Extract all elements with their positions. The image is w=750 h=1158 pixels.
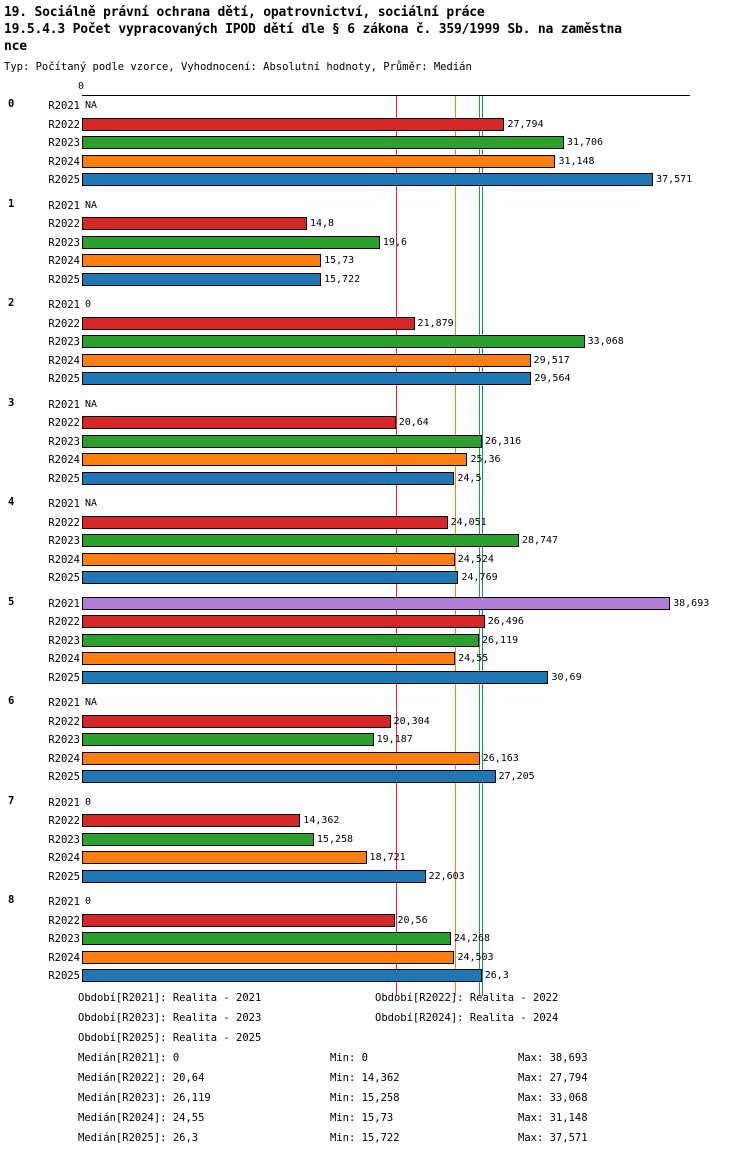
bar-r2022: [82, 914, 395, 927]
legend-median-2022: Medián[R2022]: 20,64: [78, 1072, 205, 1084]
bar-r2024: [82, 851, 367, 864]
legend-max-2023: Max: 33,068: [518, 1092, 588, 1104]
row-label-r2023: R2023: [48, 833, 80, 846]
row-label-r2024: R2024: [48, 852, 80, 865]
bar-value-label: 26,316: [485, 435, 522, 447]
chart-legend: [0, 988, 750, 1148]
row-label-r2024: R2024: [48, 454, 80, 467]
legend-min-2022: Min: 14,362: [330, 1072, 400, 1084]
bar-r2023: [82, 435, 482, 448]
legend-min-2021: Min: 0: [330, 1052, 368, 1064]
page-title-line3: nce: [4, 39, 27, 54]
legend-min-2023: Min: 15,258: [330, 1092, 400, 1104]
legend-min-2024: Min: 15,73: [330, 1112, 394, 1124]
row-label-r2024: R2024: [48, 354, 80, 367]
bar-r2025: [82, 571, 458, 584]
bar-r2024: [82, 652, 455, 665]
bar-value-label: 20,64: [398, 417, 429, 429]
row-label-r2022: R2022: [48, 417, 80, 430]
bar-value-label: 31,148: [558, 155, 595, 167]
row-label-r2022: R2022: [48, 914, 80, 927]
bar-value-label: 37,571: [656, 174, 693, 186]
row-label-r2021: R2021: [48, 299, 80, 311]
bar-value-label: 27,205: [498, 771, 535, 783]
row-label-r2021: R2021: [48, 498, 80, 510]
row-label-r2024: R2024: [48, 255, 80, 268]
row-label-r2023: R2023: [48, 236, 80, 249]
row-label-r2025: R2025: [48, 870, 80, 883]
row-label-r2024: R2024: [48, 155, 80, 168]
bar-value-label: 31,706: [566, 137, 604, 149]
bar-r2022: [82, 416, 396, 429]
row-label-r2025: R2025: [48, 771, 80, 784]
row-label-r2021: R2021: [48, 398, 80, 411]
x-axis-tick-0: 0: [78, 81, 85, 92]
bar-r2025: [82, 273, 321, 286]
legend-stats-row: [0, 1088, 750, 1108]
bar-r2022: [82, 118, 504, 131]
row-label-r2023: R2023: [48, 634, 80, 647]
legend-median-2021: Medián[R2021]: 0: [78, 1052, 180, 1064]
bar-value-label: NA: [85, 199, 98, 211]
row-label-r2022: R2022: [48, 516, 80, 529]
bar-r2023: [82, 932, 451, 945]
bar-r2022: [82, 217, 307, 230]
legend-period-2023: Období[R2023]: Realita - 2023: [78, 1012, 262, 1024]
bar-r2024: [82, 354, 531, 367]
row-label-r2023: R2023: [48, 535, 80, 548]
row-label-r2021: R2021: [48, 896, 80, 908]
bar-value-label: 25,36: [470, 454, 501, 466]
row-label-r2023: R2023: [48, 336, 80, 349]
legend-max-2025: Max: 37,571: [518, 1132, 588, 1144]
row-label-r2021: R2021: [48, 597, 80, 610]
legend-median-2024: Medián[R2024]: 24,55: [78, 1112, 205, 1124]
legend-min-2025: Min: 15,722: [330, 1132, 400, 1144]
bar-r2025: [82, 372, 531, 385]
bar-value-label: 0: [85, 796, 92, 808]
bar-value-label: 24,268: [453, 933, 490, 945]
row-label-r2021: R2021: [48, 796, 80, 809]
legend-row: [0, 1028, 750, 1048]
row-label-r2023: R2023: [48, 933, 80, 946]
bar-value-label: 26,119: [482, 634, 519, 646]
row-label-r2023: R2023: [48, 734, 80, 747]
bar-value-label: 33,068: [587, 336, 624, 348]
bar-value-label: 22,603: [428, 870, 465, 882]
bar-r2022: [82, 317, 415, 330]
bar-value-label: 14,8: [309, 218, 335, 230]
bar-value-label: 19,187: [376, 734, 413, 746]
bar-value-label: 38,693: [673, 597, 710, 609]
bar-value-label: 18,721: [369, 852, 406, 864]
page-title-line1: 19. Sociálně právní ochrana dětí, opatrovnictví, sociální práce: [4, 5, 485, 20]
bar-value-label: 24,769: [461, 572, 498, 584]
group-index: 0: [8, 98, 15, 110]
chart-subtitle: Typ: Počítaný podle vzorce, Vyhodnocení: Absolutní hodnoty, Průměr: Medián: [4, 61, 472, 73]
group-index: 3: [8, 396, 15, 409]
bar-value-label: 20,304: [393, 715, 430, 727]
legend-stats-row: [0, 1068, 750, 1088]
bar-value-label: 30,69: [551, 671, 582, 683]
bar-r2022: [82, 814, 300, 827]
group-index: 6: [8, 695, 15, 707]
bar-r2023: [82, 236, 380, 249]
bar-value-label: 0: [85, 299, 92, 310]
legend-max-2021: Max: 38,693: [518, 1052, 588, 1064]
row-label-r2022: R2022: [48, 218, 80, 231]
bar-value-label: 21,879: [417, 317, 454, 329]
bar-r2025: [82, 770, 496, 783]
group-index: 1: [8, 197, 15, 210]
legend-stats-row: [0, 1128, 750, 1148]
row-label-r2023: R2023: [48, 137, 80, 150]
row-label-r2025: R2025: [48, 373, 80, 386]
bar-value-label: 24,503: [457, 951, 494, 963]
bar-value-label: NA: [85, 498, 98, 509]
row-label-r2024: R2024: [48, 653, 80, 666]
row-label-r2023: R2023: [48, 435, 80, 448]
row-label-r2024: R2024: [48, 951, 80, 964]
bar-r2023: [82, 634, 479, 647]
bar-r2022: [82, 615, 485, 628]
bar-r2022: [82, 516, 448, 529]
bar-value-label: 29,564: [534, 373, 571, 385]
row-label-r2022: R2022: [48, 815, 80, 828]
bar-value-label: 24,55: [458, 653, 489, 665]
row-label-r2025: R2025: [48, 174, 80, 187]
row-label-r2022: R2022: [48, 317, 80, 330]
legend-max-2022: Max: 27,794: [518, 1072, 588, 1084]
bar-value-label: 26,3: [484, 970, 509, 982]
bar-r2025: [82, 969, 482, 982]
bar-value-label: 27,794: [507, 118, 544, 130]
row-label-r2025: R2025: [48, 970, 80, 983]
legend-period-2021: Období[R2021]: Realita - 2021: [78, 992, 262, 1004]
bar-value-label: 26,163: [482, 752, 519, 764]
bar-value-label: 26,496: [487, 616, 524, 628]
row-label-r2025: R2025: [48, 671, 80, 684]
group-index: 8: [8, 894, 15, 906]
bar-value-label: 0: [85, 896, 92, 907]
bar-value-label: 24,5: [457, 472, 482, 484]
bar-r2023: [82, 833, 314, 846]
bar-chart: [0, 81, 750, 983]
row-label-r2022: R2022: [48, 118, 80, 131]
bar-value-label: 15,258: [316, 833, 354, 845]
group-index: 5: [8, 595, 15, 608]
bar-value-label: 24,524: [457, 553, 494, 565]
group-index: 2: [8, 297, 15, 309]
legend-period-2025: Období[R2025]: Realita - 2025: [78, 1032, 262, 1044]
bar-value-label: 14,362: [303, 815, 340, 827]
legend-period-2022: Období[R2022]: Realita - 2022: [375, 992, 559, 1004]
bar-value-label: 20,56: [397, 914, 428, 926]
bar-r2023: [82, 335, 585, 348]
row-label-r2021: R2021: [48, 199, 80, 212]
bar-r2021: [82, 597, 670, 610]
bar-value-label: 28,747: [521, 535, 559, 547]
legend-median-2023: Medián[R2023]: 26,119: [78, 1092, 211, 1104]
page-title-line2: 19.5.4.3 Počet vypracovaných IPOD dětí dle § 6 zákona č. 359/1999 Sb. na zaměstna: [4, 22, 622, 37]
legend-max-2024: Max: 31,148: [518, 1112, 588, 1124]
bar-value-label: 24,051: [450, 516, 487, 528]
bar-r2024: [82, 254, 321, 267]
bar-value-label: NA: [85, 100, 98, 111]
bar-r2023: [82, 534, 519, 547]
bar-value-label: 15,73: [324, 255, 355, 267]
bar-r2024: [82, 453, 467, 466]
bar-r2024: [82, 951, 454, 964]
bar-r2023: [82, 733, 374, 746]
bar-r2024: [82, 155, 555, 168]
bar-r2024: [82, 553, 455, 566]
legend-median-2025: Medián[R2025]: 26,3: [78, 1132, 199, 1144]
bar-r2022: [82, 715, 391, 728]
legend-row: [0, 988, 750, 1008]
bar-value-label: 19,6: [382, 236, 407, 248]
row-label-r2025: R2025: [48, 572, 80, 585]
row-label-r2022: R2022: [48, 616, 80, 629]
bar-r2024: [82, 752, 480, 765]
bar-r2025: [82, 671, 548, 684]
row-label-r2022: R2022: [48, 715, 80, 728]
row-label-r2025: R2025: [48, 472, 80, 485]
bar-r2025: [82, 472, 454, 485]
bar-value-label: 15,722: [323, 273, 361, 285]
bar-r2023: [82, 136, 564, 149]
legend-stats-row: [0, 1048, 750, 1068]
bar-value-label: NA: [85, 398, 98, 410]
row-label-r2021: R2021: [48, 697, 80, 709]
x-axis-line: [82, 95, 690, 96]
chart-header: [0, 0, 750, 75]
legend-row: [0, 1008, 750, 1028]
row-label-r2025: R2025: [48, 273, 80, 286]
legend-stats-row: [0, 1108, 750, 1128]
bar-r2025: [82, 173, 653, 186]
row-label-r2024: R2024: [48, 553, 80, 566]
bar-r2025: [82, 870, 426, 883]
group-index: 7: [8, 794, 15, 807]
bar-value-label: NA: [85, 697, 98, 708]
row-label-r2021: R2021: [48, 100, 80, 112]
bar-value-label: 29,517: [533, 354, 570, 366]
group-index: 4: [8, 496, 15, 508]
row-label-r2024: R2024: [48, 752, 80, 765]
legend-period-2024: Období[R2024]: Realita - 2024: [375, 1012, 559, 1024]
